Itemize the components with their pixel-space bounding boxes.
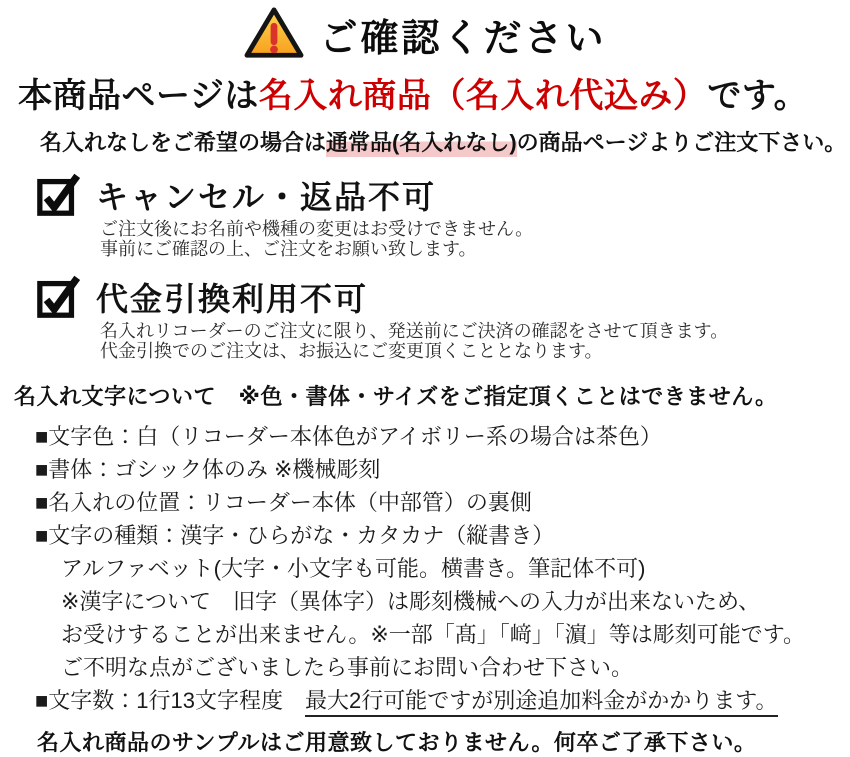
spec-item-text: 文字数：1行13文字程度 bbox=[48, 688, 306, 713]
spec-list-item bbox=[35, 519, 850, 552]
notice-title: 代金引換利用不可 bbox=[96, 281, 369, 317]
spec-list-item bbox=[35, 684, 850, 717]
square-bullet-icon: ■ bbox=[35, 688, 49, 713]
square-bullet-icon: ■ bbox=[35, 523, 49, 548]
checked-checkbox-icon bbox=[36, 274, 82, 320]
notice-title: キャンセル・返品不可 bbox=[96, 179, 437, 215]
notice-block bbox=[36, 172, 850, 259]
heading-suffix: です。 bbox=[707, 77, 809, 115]
spec-item-text: お受けすることが出来ません。※一部「髙」「﨑」「濵」等は彫刻可能です。 bbox=[61, 622, 805, 647]
notice-body bbox=[100, 321, 850, 361]
warning-triangle-icon bbox=[243, 6, 305, 62]
spec-item-text: ※漢字について 旧字（異体字）は彫刻機械への入力が出来ないため、 bbox=[61, 589, 761, 614]
spec-list bbox=[0, 420, 850, 717]
spec-list-item bbox=[35, 651, 850, 684]
notice-list bbox=[0, 172, 850, 361]
spec-list-item bbox=[35, 585, 850, 618]
spec-item-text: 文字の種類：漢字・ひらがな・カタカナ（縦書き） bbox=[48, 523, 555, 548]
square-bullet-icon: ■ bbox=[35, 424, 49, 449]
notice-line: ご注文後にお名前や機種の変更はお受けできません。 bbox=[100, 219, 534, 239]
footer-note: 名入れ商品のサンプルはご用意致しておりません。何卒ご了承下さい。 bbox=[37, 730, 757, 755]
subheading-highlight: 通常品(名入れなし) bbox=[326, 130, 517, 155]
notice-line: 代金引換でのご注文は、お振込にご変更頂くこととなります。 bbox=[100, 341, 603, 361]
spec-item-text: アルファベット(大字・小文字も可能。横書き。筆記体不可) bbox=[61, 556, 646, 581]
spec-list-item bbox=[35, 453, 850, 486]
notice-block bbox=[36, 274, 850, 361]
heading-prefix: 本商品ページは bbox=[18, 77, 259, 115]
spec-item-text: 名入れの位置：リコーダー本体（中部管）の裏側 bbox=[48, 490, 532, 515]
subheading bbox=[40, 126, 850, 157]
checked-checkbox-icon bbox=[36, 172, 82, 218]
spec-item-text: ご不明な点がございましたら事前にお問い合わせ下さい。 bbox=[61, 655, 634, 680]
notice-body bbox=[100, 219, 850, 259]
square-bullet-icon: ■ bbox=[35, 457, 49, 482]
notice-line: 事前にご確認の上、ご注文をお願い致します。 bbox=[100, 239, 477, 259]
square-bullet-icon: ■ bbox=[35, 490, 49, 515]
subheading-suffix: の商品ページよりご注文下さい。 bbox=[516, 130, 847, 155]
notice-head bbox=[36, 172, 850, 218]
notice-line: 名入れリコーダーのご注文に限り、発送前にご決済の確認をさせて頂きます。 bbox=[100, 321, 729, 341]
spec-list-item bbox=[35, 486, 850, 519]
page-title bbox=[0, 0, 850, 62]
spec-list-item bbox=[35, 420, 850, 453]
spec-item-text: 書体：ゴシック体のみ ※機械彫刻 bbox=[48, 457, 381, 482]
heading-emphasis: 名入れ商品（名入れ代込み） bbox=[258, 77, 708, 115]
spec-section-title: 名入れ文字について ※色・書体・サイズをご指定頂くことはできません。 bbox=[14, 384, 778, 409]
spec-list-item bbox=[35, 552, 850, 585]
spec-item-underlined-text: 最大2行可能ですが別途追加料金がかかります。 bbox=[305, 688, 777, 717]
spec-item-text: 文字色：白（リコーダー本体色がアイボリー系の場合は茶色） bbox=[48, 424, 662, 449]
page-title-text: ご確認ください bbox=[319, 17, 607, 60]
main-heading bbox=[18, 68, 850, 117]
notice-head bbox=[36, 274, 850, 320]
spec-list-item bbox=[35, 618, 850, 651]
subheading-prefix: 名入れなしをご希望の場合は bbox=[40, 130, 327, 155]
